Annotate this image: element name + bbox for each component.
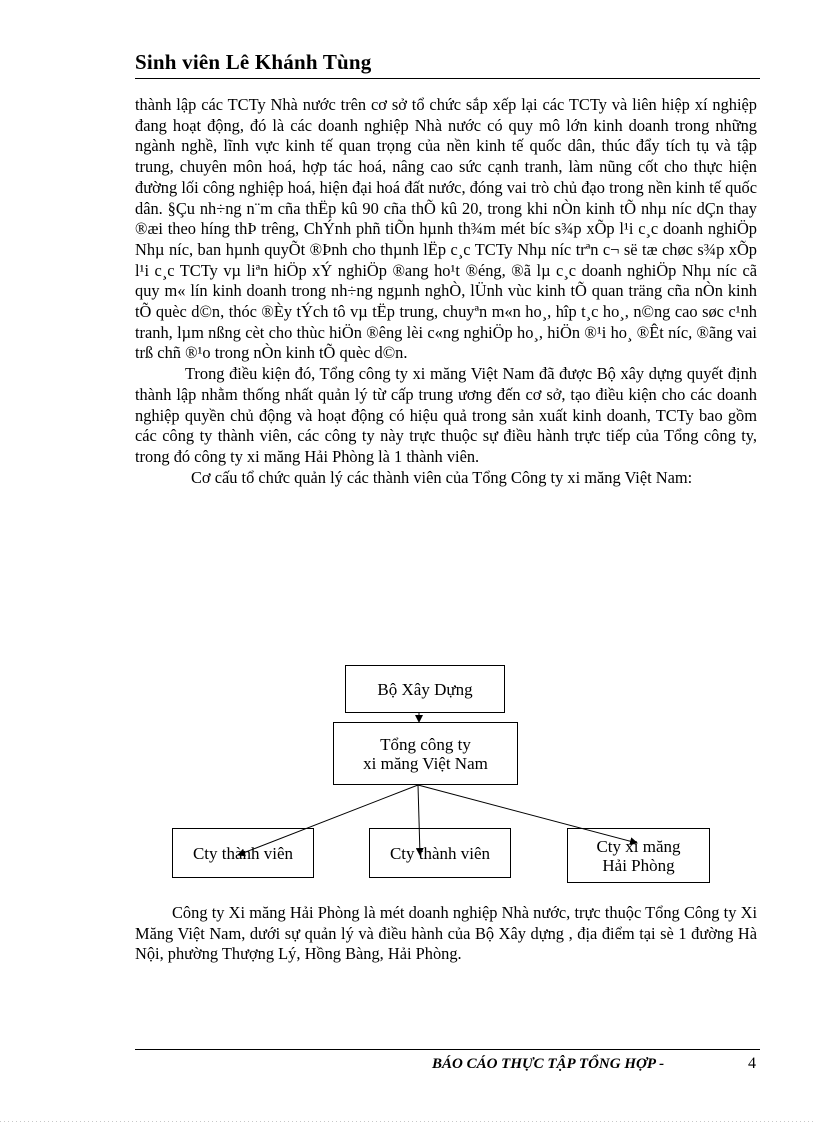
org-node-member-center [369, 828, 511, 878]
org-node-ministry [345, 665, 505, 713]
paragraph-4: Công ty Xi măng Hải Phòng là mét doanh nghiệp Nhà nước, trực thuộc Tổng Công ty Xi Măng Việt Nam, dưới sự quản lý và điều hành của Bộ Xây dựng , địa điểm tại sè 1 đường Hà Nội, phường Thượng Lý, Hồng Bàng, Hải Phòng. [135, 903, 757, 964]
paragraph-1: thành lập các TCTy Nhà nước trên cơ sở tổ chức sắp xếp lại các TCTy và liên hiệp xí nghiệp đang hoạt động, đó là các doanh nghiệp Nhà nước có quy mô lớn kinh doanh trong những ngành nghề, lĩnh vực kinh tế quan trọng của nền kinh tế quốc dân, thúc đẩy tích tụ và tập trung, chuyên môn hoá, hợp tác hoá, nâng cao sức cạnh tranh, làm nũng cốt cho thực hiện đường lối công nghiệp hoá, hiện đại hoá đất nước, đóng vai trò chủ đạo trong nền kinh tế quốc dân. §Çu nh÷ng n¨m cña thËp kû 90 cña thÕ kû 20, trong khi nÒn kinh tÕ nhµ níc dÇn thay ®æi theo híng thÞ trêng, ChÝnh phñ tiÕn hµnh th¾m mét bíc s¾p xÕp l¹i c¸c doanh nghiÖp Nhµ níc, ban hµnh quyÕt ®Þnh cho thµnh lËp c¸c TCTy Nhµ níc trªn c¬ së tæ chøc s¾p xÕp l¹i c¸c TCTy vµ liªn hiÖp xÝ nghiÖp ®ang ho¹t ®éng, ®ã lµ c¸c doanh nghiÖp Nhµ níc cã quy m« lín kinh doanh trong nh÷ng ngµnh nghÒ, lÜnh vùc kinh tÕ quan träng cña nÒn kinh tÕ quèc d©n, thóc ®Èy tÝch tô vµ tËp trung, chuyªn m«n ho¸, hîp t¸c ho¸, n©ng cao søc c¹nh tranh, lµm nßng cèt cho thùc hiÖn ®êng lèi c«ng nghiÖp ho¸, hiÖn ®¹i ho¸ ®Êt níc, ®ãng vai trß chñ ®¹o trong nÒn kinh tÕ quèc d©n. [135, 95, 757, 363]
footer-divider [135, 1049, 760, 1050]
footer-report-label: BÁO CÁO THỰC TẬP TỔNG HỢP - [432, 1056, 665, 1072]
org-node-member-left [172, 828, 314, 878]
org-node-corporation [333, 722, 518, 785]
org-node-member-left-label: Cty thành viên [192, 843, 294, 863]
paragraph-3: Cơ cấu tổ chức quản lý các thành viên của Tổng Công ty xi măng Việt Nam: [191, 467, 693, 487]
page-header-title: Sinh viên Lê Khánh Tùng [135, 50, 372, 74]
org-node-ministry-label: Bộ Xây Dựng [377, 679, 473, 699]
org-node-haiphong [567, 828, 710, 883]
org-node-haiphong-line1: Cty xi măng [596, 836, 681, 856]
org-node-corporation-line2: xi măng Việt Nam [363, 753, 488, 773]
page-number: 4 [748, 1055, 756, 1072]
paragraph-2: Trong điều kiện đó, Tổng công ty xi măng Việt Nam đã được Bộ xây dựng quyết định thành lập nhằm thống nhất quản lý từ cấp trung ương đến cơ sở, tạo điều kiện cho các doanh nghiệp quyền chủ động và hoạt động có hiệu quả trong sản xuất kinh doanh, TCTy bao gồm các công ty thành viên, các công ty này trực thuộc sự điều hành trực tiếp của Tổng công ty, trong đó công ty xi măng Hải Phòng là 1 thành viên. [135, 364, 757, 466]
org-node-corporation-line1: Tổng công ty [380, 734, 471, 754]
org-node-member-center-label: Cty thành viên [389, 843, 491, 863]
org-node-haiphong-line2: Hải Phòng [602, 855, 675, 875]
page-bottom-dotted-line [0, 1121, 816, 1122]
